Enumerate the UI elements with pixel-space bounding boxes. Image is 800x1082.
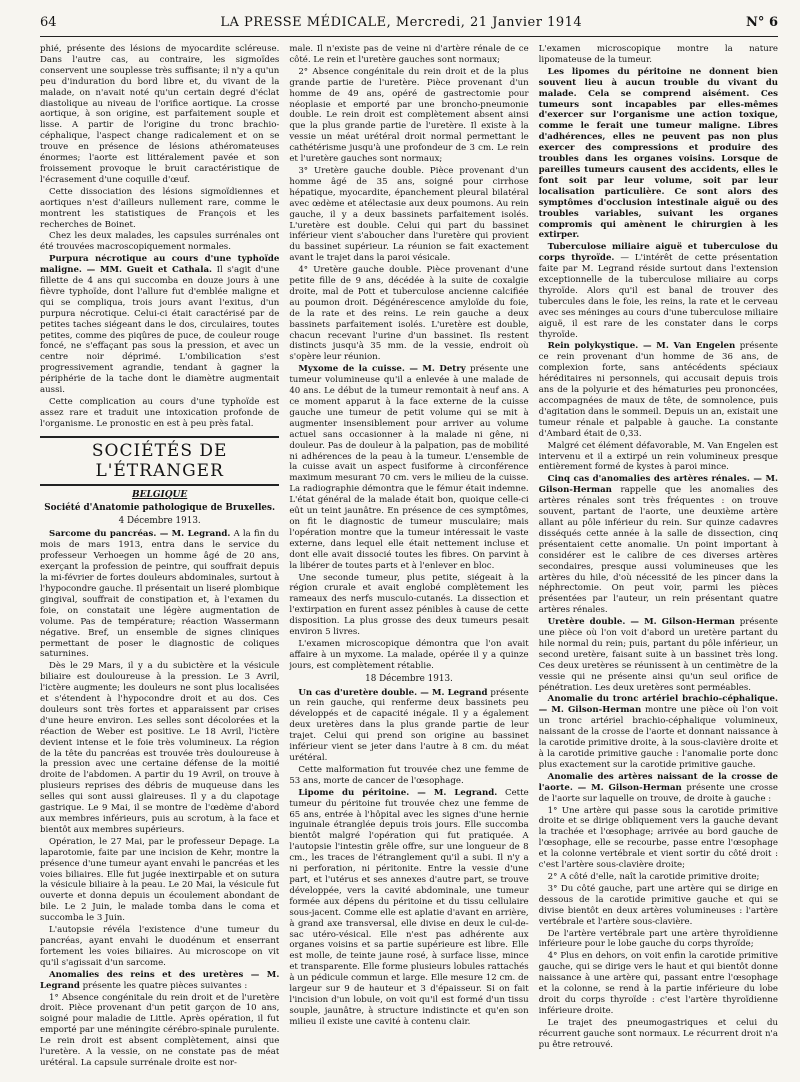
paragraph: 4° Uretère gauche double. Pièce provenant d'une petite fille de 9 ans, décédée à la suite de coxalgie droite, mal de Pott et tuberculose ancienne calcifiée au poumon droit. Dégénérescence amyloïde du foie, de la rate et des reins. Le rein gauche a deux bassinets parfaitement isolés. L'uretère est double, chacun recevant l'urine d'un bassinet. Ils restent distincts jusqu'à 35 mm. de la vessie, endroit où s'opère leur réunion. <box>289 265 529 363</box>
article-title: Purpura nécrotique au cours d'une typhoïde maligne. — MM. Gueit et Cathala. <box>40 254 280 276</box>
list-item: 1° Une artère qui passe sous la carotide primitive droite et se dirige obliquement vers la gauche devant la trachée et l'œsophage; arrivée au bord gauche de l'œsophage, elle se recourbe, passe entre l'œsophage et la colonne vertébrale et vient sortir du côté droit : c'est l'artère sous-clavière droite; <box>538 805 778 871</box>
article-text: A la fin du mois de mars 1913, entra dans le service du professeur Verhoegen un homme âgé de 20 ans, exerçant la profession de peintre, qui souffrait depuis la mi-février de fortes douleurs abdominales, surtout à l'hypocondre gauche. Il présentait un liseré plombique gingival, souffrait de constipation et, à l'examen du foie, on constatait une légère augmentation de volume. Pas de température; réaction Wassermann négative. Bref, un ensemble de signes cliniques permettant de poser le diagnostic de coliques saturnines. <box>40 529 280 660</box>
paragraph: Cette dissociation des lésions sigmoïdiennes et aortiques n'est d'ailleurs nullement rare, comme le montrent les statistiques de François et les recherches de Boinet. <box>40 186 280 230</box>
page-number: 64 <box>40 14 57 30</box>
article-ureter-double <box>539 617 778 693</box>
article-text: présente une pièce où l'on voit d'abord un uretère partant du hile normal du rein; puis, partant du pôle inférieur, un second uretère, faisant suite à un bassinet très long. Ces deux uretères se réunissent à un centimètre de la vessie qui ne présente ainsi qu'un seul orifice de pénétration. Les deux uretères sont perméables. <box>538 617 778 693</box>
column-3 <box>539 44 778 1074</box>
list-item: 2° A côté d'elle, naît la carotide primitive droite; <box>547 871 760 882</box>
paragraph: Le trajet des pneumogastriques et celui du récurrent gauche sont normaux. Le récurrent droit n'a pu être retrouvé. <box>538 1017 778 1050</box>
article-text: présente ce rein provenant d'un homme de 36 ans, de complexion forte, sans antécédents spéciaux héréditaires ni personnels, qui accusait depuis trois ans de la polyurie et des hématuries peu prononcées, accompagnées de maux de tête, de somnolence, puis d'agitation dans le sommeil. Depuis un an, existait une tumeur rénale et palpable à gauche. La constante d'Ambard était de 0,33. <box>538 341 778 439</box>
article-title: Anomalie du tronc artériel brachio-céphalique. — M. Gilson-Herman <box>538 694 778 716</box>
article-text: présente un rein gauche, qui renferme deux bassinets peu développés et de capacité inégale. Il y a également deux uretères dans la plus grande partie de leur trajet. Celui qui prend son origine au bassinet inférieur vient se jeter dans l'autre à 8 cm. du méat urétéral. <box>289 687 529 763</box>
paragraph: 1° Absence congénitale du rein droit et de l'uretère droit. Pièce provenant d'un petit garçon de 10 ans, soigné pour maladie de Little. Après opération, il fut emporté par une méningite cérébro-spinale purulente. Le rein droit est absent complètement, ainsi que l'uretère. A la vessie, on ne constate pas de méat urétéral. La capsule surrénale droite est nor- <box>40 992 280 1068</box>
article-title: Un cas d'uretère double. — M. Legrand <box>298 687 488 698</box>
list-item: 4° Plus en dehors, on voit enfin la carotide primitive gauche, qui se dirige vers le haut et qui bientôt donne naissance à une artère qui, passant entre l'œsophage et la colonne, se rend à la partie inférieure du lobe droit du corps thyroïde : c'est l'artère thyroïdienne inférieure droite. <box>538 951 778 1016</box>
article-text: Cette tumeur du péritoine fut trouvée chez une femme de 65 ans, entrée à l'hôpital avec les signes d'une hernie inguinale étranglée depuis trois jours. Elle succomba bientôt malgré l'opération qui fut pratiquée. A l'autopsie l'intestin grêle offre, sur une longueur de 8 cm., les traces de l'étranglement qu'il a subi. Il n'y a ni perforation, ni péritonite. Entre la vessie d'une part, et l'utérus et ses annexes d'autre part, se trouve développée, vers la cavité abdominale, une tumeur formée aux dépens du péritoine et du tissu cellulaire sous-jacent. Comme elle est aplatie d'avant en arrière, à grand axe transversal, elle divise en deux le cul-de-sac utéro-vésical. Elle n'est pas adhérente aux organes voisins et sa partie supérieure est libre. Elle est molle, de teinte jaune rosé, à surface lisse, mince et transparente. Elle forme plusieurs lobules rattachés à un pédicule commun et large. Elle mesure 12 cm. de largeur sur 9 de hauteur et 3 d'épaisseur. Si on fait l'incision d'un lobule, on voit qu'il est formé d'un tissu souple, jaunâtre, à structure indistincte et qu'en son milieu il existe une cavité à contenu clair. <box>289 787 529 1027</box>
column-1 <box>40 44 279 1074</box>
columns <box>40 44 778 1074</box>
paragraph: Cette malformation fut trouvée chez une femme de 53 ans, morte de cancer de l'œsophage. <box>289 764 529 786</box>
issue-number: N° 6 <box>746 14 778 30</box>
article-title: Sarcome du pancréas. — M. Legrand. <box>49 529 231 540</box>
article-title: Anomalies des reins et des uretères — M. Legrand <box>40 969 280 991</box>
paragraph: L'examen microscopique démontra que l'on avait affaire à un myxome. La malade, opérée il y a quinze jours, est complètement rétablie. <box>289 638 529 671</box>
article-title: Tuberculose miliaire aiguë et tuberculose du corps thyroïde. <box>538 242 778 264</box>
paragraph: L'examen microscopique montre la nature lipomateuse de la tumeur. <box>538 44 778 65</box>
article-sarcome <box>40 529 279 660</box>
paragraph: Une seconde tumeur, plus petite, siégeait à la région crurale et avait englobé complètement les rameaux des nerfs musculo-cutanés. La dissection et l'extirpation en furent assez pénibles à cause de cette disposition. La plus grosse des deux tumeurs pesait environ 5 livres. <box>289 572 529 638</box>
paragraph: Chez les deux malades, les capsules surrénales ont été trouvées macroscopiquement normales. <box>40 231 280 253</box>
paragraph: L'autopsie révéla l'existence d'une tumeur du pancréas, ayant envahi le duodénum et enserrant fortement les voies biliaires. Au microscope on vit qu'il s'agissait d'un sarcome. <box>40 925 280 968</box>
article-title: Anomalie des artères naissant de la crosse de l'aorte. — M. Gilson-Herman <box>538 771 778 793</box>
article-myxome <box>289 364 528 571</box>
paragraph: Les lipomes du péritoine ne donnent bien souvent lieu à aucun trouble du vivant du malade. Cela se comprend aisément. Ces tumeurs sont incapables par elles-mêmes d'exercer sur l'organisme une action toxique, comme le ferait une tumeur maligne. Libres d'adhérences, elles ne peuvent pas non plus exercer des compressions et produire des troubles dans les organes voisins. Lorsque de pareilles tumeurs causent des accidents, elles le font soit par leur volume, soit par leur localisation particulière. Ce sont alors des symptômes d'occlusion intestinale aiguë ou des troubles variables, suivant les organes compromis qui amènent le chirurgien à les extirper. <box>538 66 778 241</box>
article-title: Myxome de la cuisse. — M. Detry <box>298 364 466 375</box>
article-text: — L'intérêt de cette présentation faite par M. Legrand réside surtout dans l'extension exceptionnelle de la tuberculose miliaire au corps thyroïde. Alors qu'il est banal de trouver des tubercules dans le foie, les reins, la rate et le cerveau avec ses méninges au cours d'une tuberculose miliaire aiguë, il est rare de les constater dans le corps thyroïde. <box>538 253 778 340</box>
paragraph: phié, présente des lésions de myocardite scléreuse. Dans l'autre cas, au contraire, les sigmoïdes conservent une souplesse très suffisante; il n'y a qu'un peu d'induration du bord libre et, du vivant de la malade, on n'avait noté qu'un certain degré d'éclat diastolique au niveau de l'orifice aortique. La crosse aortique, à son origine, est parfaitement souple et lisse. A partir de l'origine du tronc brachio-céphalique, l'aspect change radicalement et on se trouve en présence de lésions athéromateuses énormes; l'aorte est littéralement pavée et son froissement provoque le bruit caractéristique de l'écrasement d'une coquille d'œuf. <box>40 44 280 185</box>
article-cinq-cas <box>539 474 778 616</box>
paragraph: Malgré cet élément défavorable, M. Van Engelen est intervenu et il a extirpé un rein volumineux presque entièrement formé de kystes à paroi mince. <box>538 440 778 473</box>
article-title: Cinq cas d'anomalies des artères rénales. — M. Gilson-Herman <box>538 474 778 496</box>
paragraph: 3° Uretère gauche double. Pièce provenant d'un homme âgé de 35 ans, soigné pour cirrhose hépatique, myocardite, épanchement pleural bilatéral avec œdème et atélectasie aux deux poumons. Au rein gauche, il y a deux bassinets parfaitement isolés. L'uretère est double. Celui qui part du bassinet inférieur vient s'aboucher dans l'uretère qui provient du bassinet supérieur. La réunion se fait exactement avant le trajet dans la paroi vésicale. <box>289 165 529 264</box>
paragraph: male. Il n'existe pas de veine ni d'artère rénale de ce côté. Le rein et l'uretère gauches sont normaux; <box>289 44 529 65</box>
article-title: Rein polykystique. — M. Van Engelen <box>547 341 736 352</box>
article-title: Uretère double. — M. Gilson-Herman <box>547 617 735 628</box>
session-date: 4 Décembre 1913. <box>118 515 201 526</box>
article-rein <box>539 341 778 439</box>
paragraph: Cette complication au cours d'une typhoïde est assez rare et traduit une intoxication profonde de l'organisme. Le pronostic en est à peu près fatal. <box>40 397 280 429</box>
country-heading: BELGIQUE <box>132 489 188 500</box>
paragraph: 2° Absence congénitale du rein droit et de la plus grande partie de l'uretère. Pièce provenant d'un homme de 49 ans, opéré de gastrectomie pour néoplasie et emporté par une broncho-pneumonie double. Le rein droit est complètement absent ainsi que la plus grande partie de l'uretère. Il existe à la vessie un méat urétéral droit normal permettant le cathétérisme jusqu'à une profondeur de 3 cm. Le rein et l'uretère gauches sont normaux; <box>289 66 529 165</box>
section-title: SOCIÉTÉS DE L'ÉTRANGER <box>40 436 279 486</box>
article-text: montre une pièce où l'on voit un tronc artériel brachio-céphalique volumineux, naissant de la crosse de l'aorte et donnant naissance à la carotide primitive droite, à la sous-clavière droite et à la carotide primitive gauche : l'anomalie porte donc plus exactement sur la carotide primitive gauche. <box>538 705 778 770</box>
article-title: Lipome du péritoine. — M. Legrand. <box>298 787 498 798</box>
paragraph: De l'artère vertébrale part une artère thyroïdienne inférieure pour le lobe gauche du corps thyroïde; <box>538 928 778 950</box>
paragraph: Opération, le 27 Mai, par le professeur Depage. La laparotomie, faite par une incision de Kehr, montre la présence d'une tumeur ayant envahi le pancréas et les voies biliaires. Elle fut jugée inextirpable et on sutura la vésicule biliaire à la peau. Le 20 Mai, la vésicule fut ouverte et donna depuis un écoulement abondant de bile. Le 2 Juin, le malade tomba dans le coma et succomba le 3 Juin. <box>40 836 280 924</box>
journal-title: LA PRESSE MÉDICALE, Mercredi, 21 Janvier 1914 <box>220 14 583 30</box>
page-header <box>40 8 778 37</box>
article-text: rappelle que les anomalies des artères rénales sont très fréquentes : on trouve souvent, partant de l'aorte, une deuxième artère allant au pôle inférieur du rein. Sur quinze cadavres disséqués cette année à la salle de dissection, cinq présentaient cette anomalie. Un point important à considérer est le calibre de ces diverses artères secondaires, presque aussi volumineuses que les artères du hile, d'où nécessité de les pincer dans la néphrectomie. On peut voir, parmi les pièces présentées par l'auteur, un rein présentant quatre artères rénales. <box>538 485 778 616</box>
article-text: Il s'agit d'une fillette de 4 ans qui succomba en douze jours à une fièvre typhoïde, dont l'allure fut d'emblée maligne et qui se compliqua, trois jours avant l'exitus, d'un purpura nécrotique. Celui-ci était caractérisé par de petites taches siégeant dans le dos, circulaires, toutes petites, comme des piqûres de puce, de couleur rouge foncé, ne s'effaçant pas sous la pression, et avec un centre noir déprimé. L'ombilication s'est progressivement agrandie, tendant à gagner la périphérie de la tache dont le diamètre augmentait aussi. <box>40 265 280 396</box>
article-text: présente les quatre pièces suivantes : <box>82 980 248 991</box>
article-text: présente une crosse de l'aorte sur laquelle on trouve, de droite à gauche : <box>538 782 778 804</box>
paragraph: Dès le 29 Mars, il y a du subictère et la vésicule biliaire est douloureuse à la pression. Le 3 Avril, l'ictère augmente; les douleurs ne sont plus localisées et s'étendent à l'hypocondre droit et au dos. Ces douleurs sont très fortes et apparaissent par crises d'une heure environ. Les selles sont décolorées et la réaction de Weber est positive. Le 18 Avril, l'ictère devient intense et le foie très volumineux. La région de la tête du pancréas est trouvée très douloureuse à la pression avec une certaine défense de la moitié droite de l'abdomen. A partir du 19 Avril, on trouve à plusieurs reprises des débris de muqueuse dans les selles qui sont aussi glaireuses. Il y a du clapotage gastrique. Le 9 Mai, il se montre de l'œdème d'abord aux membres inférieurs, puis au scrotum, à la face et bientôt aux membres supérieurs. <box>40 661 280 835</box>
article-lipome <box>289 788 528 1028</box>
article-crosse <box>539 772 778 805</box>
article-ureter <box>289 688 528 764</box>
session-date: 18 Décembre 1913. <box>365 673 453 684</box>
article-purpura <box>40 254 279 396</box>
article-text: présente une tumeur volumineuse qu'il a enlevée à une malade de 40 ans. Le début de la tumeur remontait à neuf ans. A ce moment apparut à la face externe de la cuisse gauche une tumeur de petit volume qui se mit à augmenter insensiblement pour arriver au volume actuel sans occasionner à la malade ni gêne, ni douleur. Pas de douleur à la palpation, pas de mobilité ni adhérences de la peau à la tumeur. L'ensemble de la cuisse avait un aspect fusiforme à circonférence maximum mesurant 70 cm. vers le milieu de la cuisse. La radiographie démontra que le fémur était indemne. L'état général de la malade était bon, quoique celle-ci eût un teint jaunâtre. En présence de ces symptômes, on fit le diagnostic de tumeur musculaire; mais l'opération montre que la tumeur intéressait le vaste externe, dans lequel elle était nettement incluse et dont elle avait dissocié toutes les fibres. On parvint à la libérer de toutes parts et à l'enlever en bloc. <box>289 364 529 571</box>
column-2 <box>289 44 528 1074</box>
article-anomalies <box>40 970 279 992</box>
article-tronc <box>539 694 778 770</box>
list-item: 3° Du côté gauche, part une artère qui se dirige en dessous de la carotide primitive gauche et qui se divise bientôt en deux artères volumineuses : l'artère vertébrale et l'artère sous-clavière. <box>538 883 778 927</box>
society-name: Société d'Anatomie pathologique de Bruxelles. <box>44 502 276 513</box>
article-tuberculose <box>539 242 778 340</box>
